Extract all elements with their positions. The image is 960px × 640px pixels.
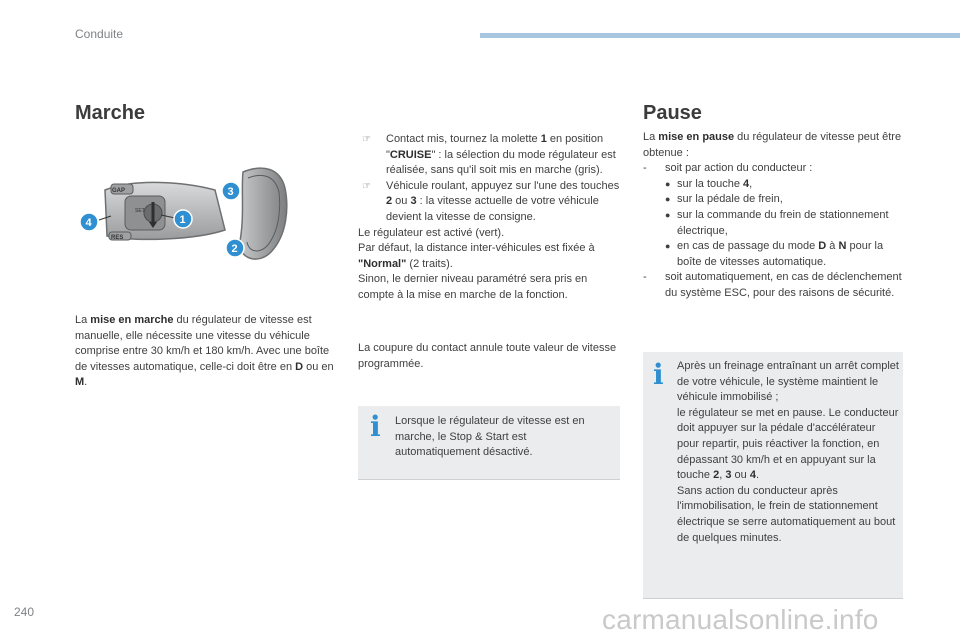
info-box-stop-start xyxy=(358,406,620,480)
res-label: RES xyxy=(111,235,124,241)
callout-3 xyxy=(222,182,240,200)
info-stop-start-text: Lorsque le régulateur de vitesse est en marche, le Stop & Start est automatiquement désactivé. xyxy=(395,415,585,459)
activated-line: Le régulateur est activé (vert). xyxy=(358,226,505,239)
pause-item-automatic: - soit automatiquement, en cas de déclenchement du système ESC, pour des raisons de sécurité. xyxy=(643,271,902,299)
info-pause-text: Après un freinage entraînant un arrêt complet de votre véhicule, le système maintient le véhicule immobilisé ; le régulateur se met en pause. Le conducteur doit appuyer sur la pédale d'accélérateur pour repartir, puis réactiver la fonction, en dépassant 30 km/h et en appuyant sur la touche 2, 3 ou 4. Sans action du conducteur après l'immobilisation, le frein de stationnement électrique se serre automatiquement au bout de quelques minutes. xyxy=(677,360,899,544)
default-distance-line: Par défaut, la distance inter-véhicules est fixée à "Normal" (2 traits). xyxy=(358,242,595,270)
set-label: SET xyxy=(135,208,145,214)
finger-point-icon: ☞ xyxy=(362,134,371,145)
page-number: 240 xyxy=(14,605,35,619)
marche-intro-paragraph: La mise en marche du régulateur de vitesse est manuelle, elle nécessite une vitesse du véhicule comprise entre 30 km/h et 180 km/h. Avec une boîte de vitesses automatique, celle-ci doit être en D ou en M. xyxy=(75,314,334,389)
callout-2 xyxy=(226,239,244,257)
ignition-note: La coupure du contact annule toute valeur de vitesse programmée. xyxy=(358,342,617,370)
finger-point-icon: ☞ xyxy=(362,180,371,192)
pause-list xyxy=(643,130,905,302)
pause-item-driver: - soit par action du conducteur : xyxy=(643,162,813,175)
svg-text:1: 1 xyxy=(179,214,186,226)
pause-title: Pause xyxy=(643,102,702,124)
last-level-line: Sinon, le dernier niveau paramétré sera pris en compte à la mise en marche de la fonction. xyxy=(358,273,588,301)
step-1: ☞ Contact mis, tournez la molette 1 en position "CRUISE" : la sélection du mode régulateur est réalisée, sans qu'il soit mis en marche (gris). xyxy=(362,133,616,177)
watermark: carmanualsonline.info xyxy=(602,604,879,635)
cruise-control-illustration xyxy=(75,160,340,270)
marche-title: Marche xyxy=(75,102,146,124)
gap-label: GAP xyxy=(112,188,126,194)
pause-sub-brake: ● sur la pédale de frein, xyxy=(665,193,783,206)
info-icon: i xyxy=(653,358,664,391)
header-accent-bar xyxy=(480,33,960,38)
pause-sub-gearbox: ● en cas de passage du mode D à N pour la boîte de vitesses automatique. xyxy=(665,240,884,268)
info-box-pause xyxy=(643,352,903,599)
svg-text:3: 3 xyxy=(227,186,234,198)
step-2: ☞ Véhicule roulant, appuyez sur l'une des touches 2 ou 3 : la vitesse actuelle de votre véhicule devient la vitesse de consigne. xyxy=(362,179,620,223)
info-icon: i xyxy=(370,410,381,443)
section-header: Conduite xyxy=(75,27,124,41)
svg-text:4: 4 xyxy=(85,217,92,229)
pause-intro: La mise en pause du régulateur de vitesse peut être obtenue : xyxy=(643,131,902,159)
svg-text:2: 2 xyxy=(231,243,238,255)
pause-sub-parking-brake: ● sur la commande du frein de stationnement électrique, xyxy=(665,208,889,237)
marche-steps xyxy=(358,132,620,304)
pause-sub-button: ● sur la touche 4, xyxy=(665,177,753,190)
